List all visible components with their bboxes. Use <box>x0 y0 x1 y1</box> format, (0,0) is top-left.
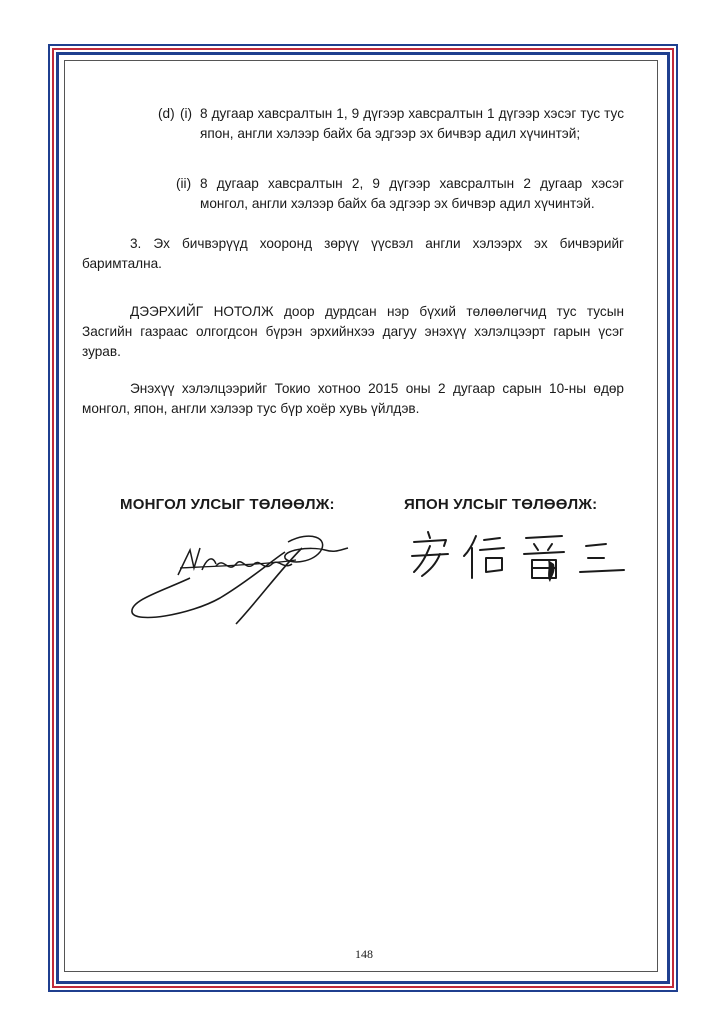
japan-signatory-heading: ЯПОН УЛСЫГ ТӨЛӨӨЛЖ: <box>404 496 598 513</box>
item-i-label: (i) <box>180 106 193 121</box>
japan-signature <box>400 520 640 590</box>
page-number: 148 <box>355 947 373 961</box>
clause-3-text: 3. Эх бичвэрүүд хооронд зөрүү үүсвэл англи хэлээрх эх бичвэрийг баримтална. <box>82 236 624 271</box>
mongolia-signatory-heading: МОНГОЛ УЛСЫГ ТӨЛӨӨЛЖ: <box>120 496 335 513</box>
item-ii-label: (ii) <box>176 176 192 191</box>
item-ii-text: 8 дугаар хавсралтын 2, 9 дүгээр хавсралтын 2 дугаар хэсэг монгол, англи хэлээр байх ба эдгээр эх бичвэр адил хүчинтэй. <box>200 176 624 211</box>
item-i-text: 8 дугаар хавсралтын 1, 9 дүгээр хавсралтын 1 дүгээр хэсэг тус тус япон, англи хэлээр байх ба эдгээр эх бичвэр адил хүчинтэй; <box>200 106 624 141</box>
mongolia-signature <box>120 520 360 630</box>
done-paragraph: Энэхүү хэлэлцээрийг Токио хотноо 2015 оны 2 дугаар сарын 10-ны өдөр монгол, япон, англи хэлээр тус бүр хоёр хувь үйлдэв. <box>82 381 624 416</box>
clause-d-label: (d) <box>158 106 175 121</box>
witness-paragraph: ДЭЭРХИЙГ НОТОЛЖ доор дурдсан нэр бүхий төлөөлөгчид тус тусын Засгийн газраас олгогдсон бүрэн эрхийнхээ дагуу энэхүү хэлэлцээрт гарын үсэг зурав. <box>82 304 624 359</box>
